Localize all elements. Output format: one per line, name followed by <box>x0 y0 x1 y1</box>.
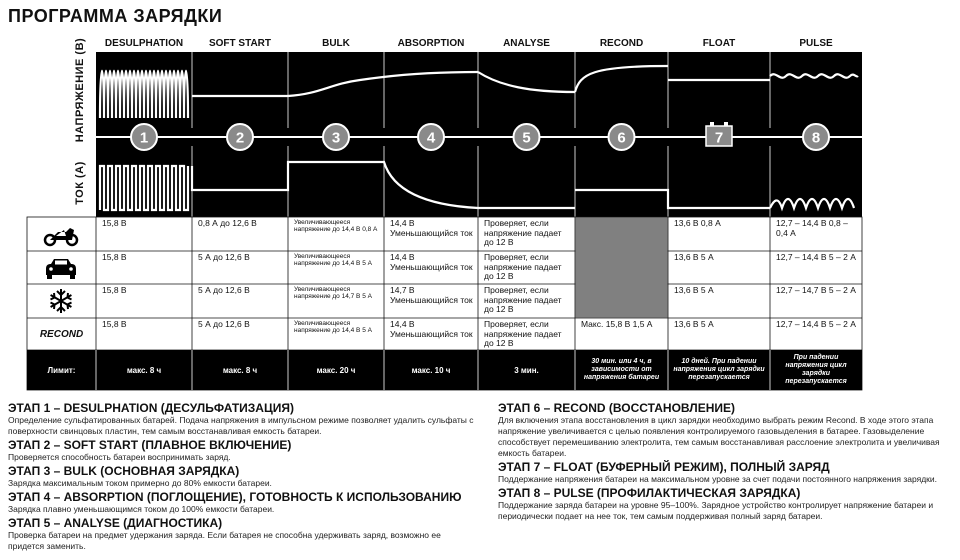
stage-7-title: ЭТАП 7 – FLOAT (БУФЕРНЫЙ РЕЖИМ), ПОЛНЫЙ ЗАРЯД <box>498 460 830 474</box>
stage-label-recond: RECOND <box>599 38 644 49</box>
table-cell-r2-c2: 5 А до 12,6 В <box>198 253 250 262</box>
table-cell-r2-c8: 12,7 – 14,4 В 5 – 2 А <box>776 253 856 262</box>
stage-number-8: 8 <box>811 129 821 147</box>
stage-5-text: Проверка батареи на предмет удержания заряда. Если батарея не способна удерживать заряд, возможно ее придется заменить. <box>8 530 441 551</box>
table-cell-r4-c5: Проверяет, если напряжение падает до 12 В <box>484 320 562 348</box>
table-cell-r3-c3: Увеличивающееся напряжение до 14,7 В 5 А <box>294 286 372 300</box>
descriptions-right <box>498 402 953 524</box>
stage-5-title: ЭТАП 5 – ANALYSE (ДИАГНОСТИКА) <box>8 516 223 530</box>
stage-number-3: 3 <box>331 129 341 147</box>
descriptions-left <box>8 402 478 554</box>
voltage-axis-label: НАПРЯЖЕНИЕ (В) <box>74 37 87 143</box>
stage-label-analyse: ANALYSE <box>503 38 550 49</box>
table-cell-r4-c7: 13,6 В 5 А <box>674 320 714 329</box>
table-cell-r3-c2: 5 А до 12,6 В <box>198 286 250 295</box>
limit-soft-start: макс. 8 ч <box>222 365 258 375</box>
limit-pulse: При падении напряжения цикл зарядки перезапускается <box>785 354 847 385</box>
stage-8-title: ЭТАП 8 – PULSE (ПРОФИЛАКТИЧЕСКАЯ ЗАРЯДКА) <box>498 486 801 500</box>
page-title: ПРОГРАММА ЗАРЯДКИ <box>8 6 223 26</box>
stage-2-title: ЭТАП 2 – SOFT START (ПЛАВНОЕ ВКЛЮЧЕНИЕ) <box>8 438 292 452</box>
stage-marker-6 <box>609 124 635 150</box>
stage-number-1: 1 <box>139 129 149 147</box>
table-cell-r1-c2: 0,8 А до 12,6 В <box>198 219 257 228</box>
stage-label-soft-start: SOFT START <box>208 38 272 49</box>
table-cell-r2-c5: Проверяет, если напряжение падает до 12 В <box>484 253 562 281</box>
table-cell-r2-c1: 15,8 В <box>102 253 127 262</box>
stage-number-5: 5 <box>522 129 531 147</box>
table-cell-r4-c8: 12,7 – 14,4 В 5 – 2 А <box>776 320 856 329</box>
stage-6-title: ЭТАП 6 – RECOND (ВОССТАНОВЛЕНИЕ) <box>498 401 735 415</box>
table-cell-r4-c3: Увеличивающееся напряжение до 14,4 В 5 А <box>294 320 372 334</box>
table-cell-r4-c1: 15,8 В <box>102 320 127 329</box>
stage-marker-2 <box>227 124 253 150</box>
table-cell-r3-c8: 12,7 – 14,7 В 5 – 2 А <box>776 286 856 295</box>
table-cell-r3-c4: 14,7 В Уменьшающийся ток <box>390 286 473 305</box>
recond-unavailable-fill <box>576 218 668 318</box>
table-cell-r2-c4: 14,4 В Уменьшающийся ток <box>390 253 473 272</box>
limit-bulk: макс. 20 ч <box>316 365 356 375</box>
stage-1-title: ЭТАП 1 – DESULPHATION (ДЕСУЛЬФАТИЗАЦИЯ) <box>8 401 294 415</box>
recond-row-label: RECOND <box>39 328 84 340</box>
current-axis-label: ТОК (А) <box>74 161 87 205</box>
stage-number-4: 4 <box>426 129 436 147</box>
limit-recond: 30 мин. или 4 ч, в зависимости от напряжения батареи <box>583 358 660 381</box>
stage-4-text: Зарядка плавно уменьшающимся током до 100% емкости батареи. <box>8 504 275 514</box>
stage-number-6: 6 <box>617 129 626 147</box>
table-cell-r4-c6: Макс. 15,8 В 1,5 А <box>581 320 653 329</box>
table-cell-r1-c7: 13,6 В 0,8 А <box>674 219 721 228</box>
stage-2-text: Проверяется способность батареи воспринимать заряд. <box>8 452 231 462</box>
stage-label-pulse: PULSE <box>799 38 833 49</box>
limit-label: Лимит: <box>47 365 76 375</box>
limit-analyse: 3 мин. <box>514 365 539 375</box>
stage-4-title: ЭТАП 4 – ABSORPTION (ПОГЛОЩЕНИЕ), ГОТОВНОСТЬ К ИСПОЛЬЗОВАНИЮ <box>8 490 462 504</box>
table-cell-r1-c5: Проверяет, если напряжение падает до 12 В <box>484 219 562 247</box>
table-cell-r3-c5: Проверяет, если напряжение падает до 12 В <box>484 286 562 314</box>
table-cell-r2-c7: 13,6 В 5 А <box>674 253 714 262</box>
stage-label-bulk: BULK <box>322 38 350 49</box>
stage-label-absorption: ABSORPTION <box>397 38 465 49</box>
table-cell-r1-c8: 12,7 – 14,4 В 0,8 – 0,4 А <box>776 219 848 238</box>
limit-absorption: макс. 10 ч <box>411 365 451 375</box>
stage-6-text: Для включения этапа восстановления в цикл зарядки необходимо выбрать режим Recond. В ходе этого этапа напряжение увеличивается с целью появления контролируемого газовыделения в батарее. Газовыделение способствует перемешиванию электролита, тем самым восстанавливая расслоение электролита и увеличивая емкость батареи. <box>498 415 940 458</box>
stage-3-text: Зарядка максимальным током примерно до 80% емкости батареи. <box>8 478 272 488</box>
table-cell-r3-c7: 13,6 В 5 А <box>674 286 714 295</box>
table-cell-r1-c3: Увеличивающееся напряжение до 14,4 В 0,8 А <box>294 219 378 233</box>
stage-3-title: ЭТАП 3 – BULK (ОСНОВНАЯ ЗАРЯДКА) <box>8 464 240 478</box>
snowflake-icon <box>51 289 72 313</box>
limit-desulphation: макс. 8 ч <box>126 365 162 375</box>
stage-marker-7 <box>706 122 732 147</box>
stage-marker-5 <box>514 124 540 150</box>
motorcycle-icon <box>45 228 77 245</box>
stage-label-float: FLOAT <box>702 38 736 49</box>
stage-marker-3 <box>323 124 349 150</box>
table-cell-r4-c2: 5 А до 12,6 В <box>198 320 250 329</box>
stage-number-2: 2 <box>235 129 245 147</box>
stage-1-text: Определение сульфатированных батарей. Подача напряжения в импульсном режиме позволяет удалить сульфаты с поверхности свинцовых пластин, тем самым восстанавливая емкость батареи. <box>8 415 474 436</box>
car-icon <box>46 259 76 279</box>
table-cell-r1-c4: 14,4 В Уменьшающийся ток <box>390 219 473 238</box>
stage-marker-8 <box>803 124 829 150</box>
stage-marker-1 <box>131 124 157 150</box>
table-cell-r1-c1: 15,8 В <box>102 219 127 228</box>
stage-8-text: Поддержание заряда батареи на уровне 95–100%. Зарядное устройство контролирует напряжение батареи и периодически подает на нее ток, тем самым поддерживая полный заряд батареи. <box>498 500 934 521</box>
stage-label-desulphation: DESULPHATION <box>104 38 184 49</box>
limit-float: 10 дней. При падении напряжения цикл зарядки перезапускается <box>673 358 765 381</box>
table-cell-r2-c3: Увеличивающееся напряжение до 14,4 В 5 А <box>294 253 372 267</box>
table-cell-r3-c1: 15,8 В <box>102 286 127 295</box>
stage-marker-4 <box>418 124 444 150</box>
stage-7-text: Поддержание напряжения батареи на максимальном уровне за счет подачи постоянного напряжения зарядки. <box>498 474 938 484</box>
stage-number-7: 7 <box>714 129 724 147</box>
table-cell-r4-c4: 14,4 В Уменьшающийся ток <box>390 320 473 339</box>
